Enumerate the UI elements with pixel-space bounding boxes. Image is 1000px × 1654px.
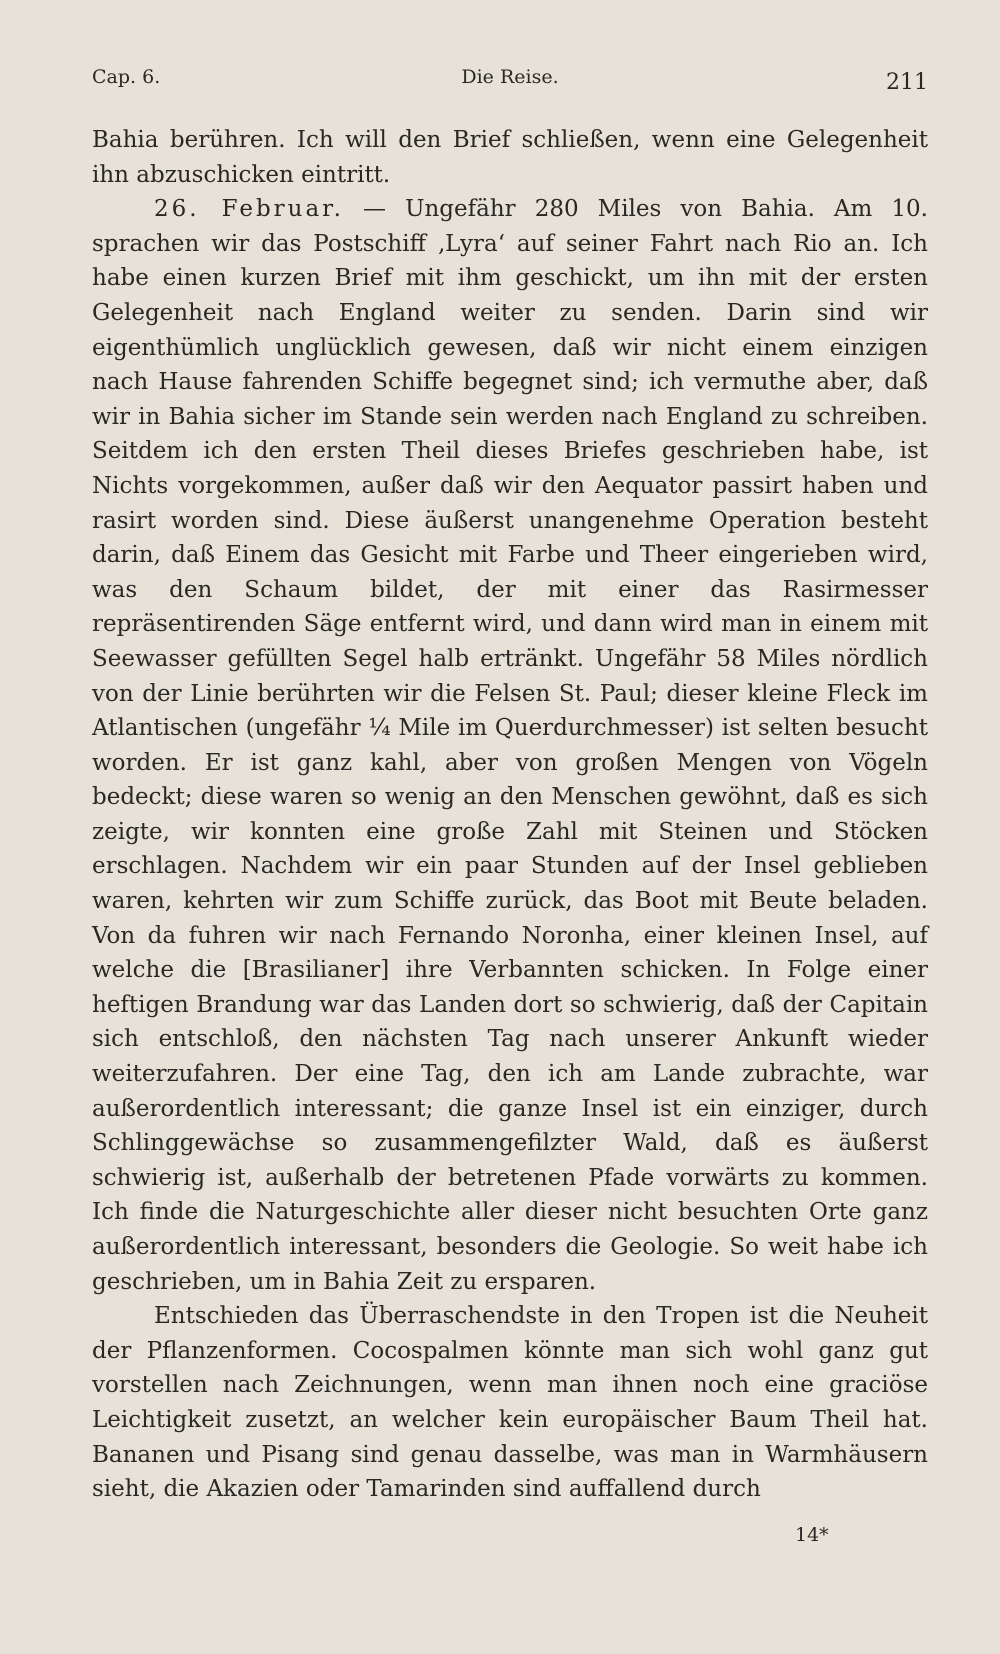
page-number: 211: [886, 70, 928, 95]
paragraph-1-text: Bahia berühren. Ich will den Brief schließen, wenn eine Gelegenheit ihn abzuschicken eintritt.: [92, 127, 928, 188]
paragraph-3: [92, 1299, 928, 1507]
paragraph-2: [92, 192, 928, 1299]
body-text: [92, 123, 928, 1507]
printer-signature: 14*: [795, 1524, 829, 1546]
entry-date: 26. Februar.: [154, 196, 344, 223]
paragraph-1: [92, 123, 928, 192]
running-title: Die Reise.: [461, 66, 559, 88]
chapter-label: Cap. 6.: [92, 66, 161, 88]
paragraph-2-text: — Ungefähr 280 Miles von Bahia. Am 10. sprachen wir das Postschiff ‚Lyra‘ auf seiner Fahrt nach Rio an. Ich habe einen kurzen Brief mit ihm geschickt, um ihn mit der ersten Gelegenheit nach England weiter zu senden. Darin sind wir eigenthümlich unglücklich gewesen, daß wir nicht einem einzigen nach Hause fahrenden Schiffe begegnet sind; ich vermuthe aber, daß wir in Bahia sicher im Stande sein werden nach England zu schreiben. Seitdem ich den ersten Theil dieses Briefes geschrieben habe, ist Nichts vorgekommen, außer daß wir den Aequator passirt haben und rasirt worden sind. Diese äußerst unangenehme Operation besteht darin, daß Einem das Gesicht mit Farbe und Theer eingerieben wird, was den Schaum bildet, der mit einer das Rasirmesser repräsentirenden Säge entfernt wird, und dann wird man in einem mit Seewasser gefüllten Segel halb ertränkt. Ungefähr 58 Miles nördlich von der Linie berührten wir die Felsen St. Paul; dieser kleine Fleck im Atlantischen (ungefähr ¼ Mile im Querdurchmesser) ist selten besucht worden. Er ist ganz kahl, aber von großen Mengen von Vögeln bedeckt; diese waren so wenig an den Menschen gewöhnt, daß es sich zeigte, wir konnten eine große Zahl mit Steinen und Stöcken erschlagen. Nachdem wir ein paar Stunden auf der Insel geblieben waren, kehrten wir zum Schiffe zurück, das Boot mit Beute beladen. Von da fuhren wir nach Fernando Noronha, einer kleinen Insel, auf welche die [Brasilianer] ihre Verbannten schicken. In Folge einer heftigen Brandung war das Landen dort so schwierig, daß der Capitain sich entschloß, den nächsten Tag nach unserer Ankunft wieder weiterzufahren. Der eine Tag, den ich am Lande zubrachte, war außerordentlich interessant; die ganze Insel ist ein einziger, durch Schlinggewächse so zusammengefilzter Wald, daß es äußerst schwierig ist, außerhalb der betretenen Pfade vorwärts zu kommen. Ich finde die Naturgeschichte aller dieser nicht besuchten Orte ganz außerordentlich interessant, besonders die Geologie. So weit habe ich geschrieben, um in Bahia Zeit zu ersparen.: [92, 196, 928, 1295]
paragraph-3-text: Entschieden das Überraschendste in den Tropen ist die Neuheit der Pflanzenformen. Cocospalmen könnte man sich wohl ganz gut vorstellen nach Zeichnungen, wenn man ihnen noch eine graciöse Leichtigkeit zusetzt, an welcher kein europäischer Baum Theil hat. Bananen und Pisang sind genau dasselbe, was man in Warmhäusern sieht, die Akazien oder Tamarinden sind auffallend durch: [92, 1303, 928, 1503]
running-head: [92, 62, 928, 95]
